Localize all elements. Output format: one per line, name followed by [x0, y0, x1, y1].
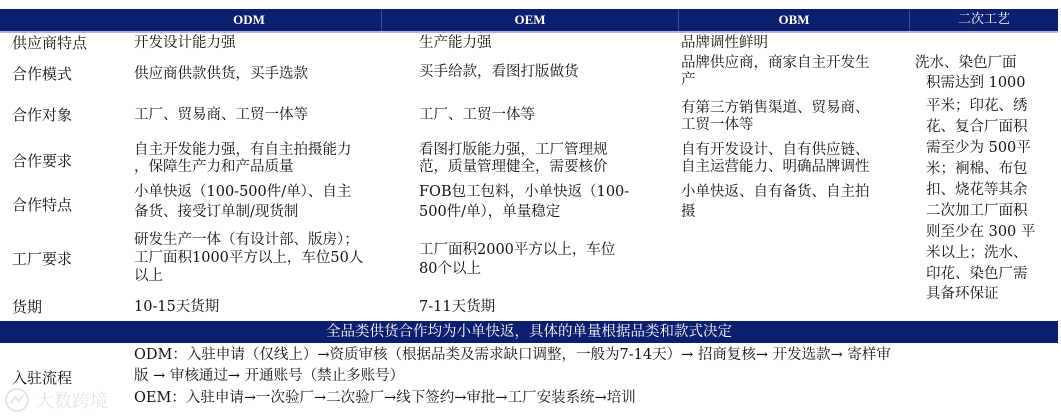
cell-obm-cooperation-requirement-line2: 自主运营能力、明确品牌调性: [681, 159, 870, 175]
table-header: [0, 9, 1058, 33]
row-label-supplier-feature: 供应商特点: [12, 34, 88, 52]
cell-oem-factory-requirement-line2: 80个以上: [419, 261, 481, 277]
secondary-process-line: 印花、染色厂需: [926, 266, 1028, 282]
cell-obm-cooperation-mode-line1: 品牌供应商，商家自主开发生: [681, 55, 870, 71]
row-label-delivery: 货期: [12, 298, 43, 316]
cell-obm-cooperation-mode-line2: 产: [681, 72, 696, 88]
onboarding-odm-line1: ODM：入驻申请（仅线上）→资质审核（根据品类及需求缺口调整，一般为7-14天）→ 招商复核→ 开发选款→ 寄样审: [134, 347, 891, 363]
cell-oem-delivery: 7-11天货期: [419, 299, 496, 315]
watermark: [4, 387, 108, 413]
cell-odm-factory-requirement-line2: 工厂面积1000平方以上，车位50人: [134, 250, 364, 266]
cell-oem-cooperation-target: 工厂、工贸一体等: [419, 107, 535, 123]
secondary-process-line: 则至少在 300 平: [926, 224, 1036, 240]
cell-odm-cooperation-feature-line1: 小单快返（100-500件/单）、自主: [134, 184, 352, 200]
watermark-logo-icon: [4, 387, 30, 413]
secondary-process-line: 积需达到 1000: [926, 75, 1026, 91]
secondary-process-line: 米以上；洗水、: [926, 245, 1028, 261]
secondary-process-line: 洗水、染色厂面: [915, 55, 1017, 71]
row-label-cooperation-requirement: 合作要求: [12, 152, 73, 170]
cell-obm-cooperation-target-line2: 工贸一体等: [681, 117, 754, 133]
cell-oem-factory-requirement-line1: 工厂面积2000平方以上，车位: [419, 242, 616, 258]
cell-odm-cooperation-mode: 供应商供款供货，买手选款: [134, 66, 308, 82]
row-label-cooperation-target: 合作对象: [12, 106, 73, 124]
cell-obm-cooperation-feature-line1: 小单快返、自有备货、自主拍: [681, 184, 870, 200]
secondary-process-line: 米；裥棉、布包: [926, 161, 1028, 177]
onboarding-odm-line2: 版 → 审核通过→ 开通账号（禁止多账号）: [134, 368, 405, 384]
cell-oem-cooperation-requirement-line1: 看图打版能力强，工厂管理规: [419, 142, 608, 158]
header-obm: OBM: [778, 12, 810, 27]
cell-odm-cooperation-requirement-line2: ，保障生产力和产品质量: [134, 159, 294, 175]
summary-band: 全品类供货合作均为小单快返，具体的单量根据品类和款式决定: [0, 321, 1058, 343]
cell-odm-supplier-feature: 开发设计能力强: [134, 35, 236, 51]
cell-obm-cooperation-requirement-line1: 自有开发设计、自有供应链、: [681, 142, 870, 158]
secondary-process-line: 平米；印花、绣: [926, 98, 1028, 114]
cell-odm-delivery: 10-15天货期: [134, 299, 220, 315]
header-oem: OEM: [514, 12, 546, 27]
cell-obm-cooperation-feature-line2: 摄: [681, 204, 696, 220]
cell-oem-cooperation-requirement-line2: 范，质量管理健全，需要核价: [419, 159, 608, 175]
cell-odm-factory-requirement-line3: 以上: [134, 268, 163, 284]
cell-odm-cooperation-feature-line2: 备货、接受订单制/现货制: [134, 204, 299, 220]
header-odm: ODM: [233, 12, 265, 27]
onboarding-oem-line: OEM：入驻申请→一次验厂→二次验厂→线下签约→审批→工厂安装系统→培训: [134, 390, 636, 406]
secondary-process-line: 需至少为 500平: [926, 140, 1031, 156]
row-label-onboarding: 入驻流程: [12, 369, 73, 387]
cell-oem-cooperation-mode: 买手给款，看图打版做货: [419, 64, 579, 80]
secondary-process-line: 扣、烧花等其余: [926, 182, 1028, 198]
secondary-process-line: 二次加工厂面积: [926, 203, 1028, 219]
cell-oem-cooperation-feature-line2: 500件/单），单量稳定: [419, 204, 561, 220]
cell-obm-supplier-feature: 品牌调性鲜明: [681, 35, 768, 51]
row-label-cooperation-mode: 合作模式: [12, 65, 73, 83]
watermark-text: 大数跨境: [36, 391, 108, 412]
cell-odm-cooperation-requirement-line1: 自主开发能力强，有自主拍摄能力: [134, 142, 352, 158]
cell-oem-cooperation-feature-line1: FOB包工包料，小单快返（100-: [419, 184, 630, 200]
row-label-cooperation-feature: 合作特点: [12, 196, 73, 214]
cell-odm-factory-requirement-line1: 研发生产一体（有设计部、版房）；: [134, 232, 359, 248]
secondary-process-line: 花、复合厂面积: [926, 119, 1028, 135]
header-secondary-process: 二次工艺: [957, 12, 1010, 27]
secondary-process-line: 具备环保证: [926, 286, 999, 302]
cell-odm-cooperation-target: 工厂、贸易商、工贸一体等: [134, 107, 308, 123]
cell-oem-supplier-feature: 生产能力强: [419, 35, 492, 51]
row-label-factory-requirement: 工厂要求: [12, 250, 73, 268]
cell-obm-cooperation-target-line1: 有第三方销售渠道、贸易商、: [681, 100, 870, 116]
